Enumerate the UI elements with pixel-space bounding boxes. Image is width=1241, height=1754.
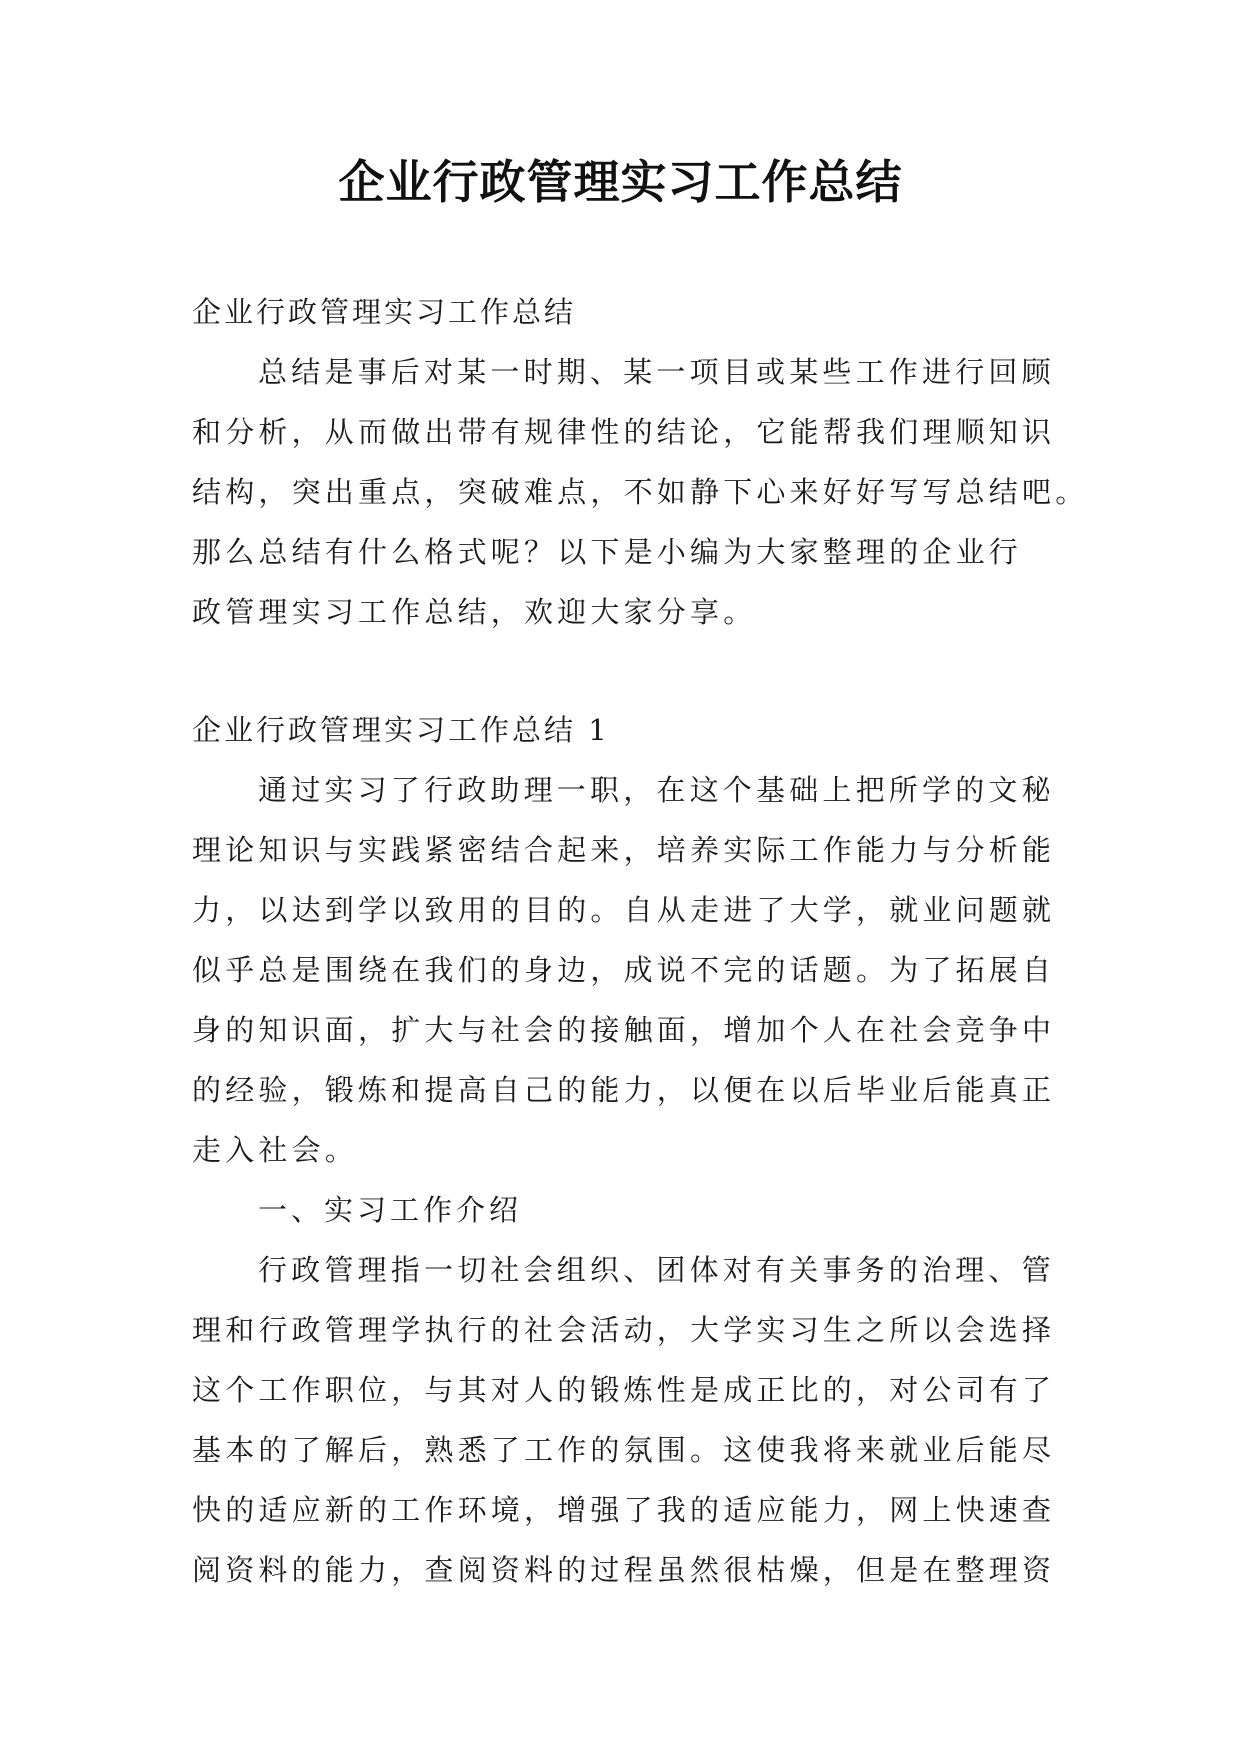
intro-line: 结构，突出重点，突破难点，不如静下心来好好写写总结吧。 [192, 475, 1089, 509]
paragraph-line: 理论知识与实践紧密结合起来，培养实际工作能力与分析能 [192, 833, 1056, 867]
paragraph-line: 阅资料的能力，查阅资料的过程虽然很枯燥，但是在整理资 [192, 1553, 1056, 1587]
section1-subheading: 一、实习工作介绍 [258, 1193, 523, 1227]
paragraph-line: 力，以达到学以致用的目的。自从走进了大学，就业问题就 [192, 893, 1056, 927]
paragraph-line: 这个工作职位，与其对人的锻炼性是成正比的，对公司有了 [192, 1373, 1056, 1407]
intro-paragraph [192, 342, 1089, 642]
paragraph-line: 理和行政管理学执行的社会活动，大学实习生之所以会选择 [192, 1313, 1056, 1347]
paragraph-line: 身的知识面，扩大与社会的接触面，增加个人在社会竞争中 [192, 1013, 1056, 1047]
intro-line: 政管理实习工作总结，欢迎大家分享。 [192, 595, 757, 629]
document-body [192, 282, 1089, 1600]
paragraph-line: 似乎总是围绕在我们的身边，成说不完的话题。为了拓展自 [192, 953, 1056, 987]
section1-heading: 企业行政管理实习工作总结 1 [192, 713, 610, 747]
intro-line: 那么总结有什么格式呢？以下是小编为大家整理的企业行 [192, 535, 1023, 569]
paragraph-line: 通过实习了行政助理一职，在这个基础上把所学的文秘 [258, 773, 1055, 807]
section1-paragraph-2 [192, 1240, 1056, 1600]
intro-heading: 企业行政管理实习工作总结 [192, 295, 577, 329]
section-spacer [192, 642, 1052, 700]
intro-line: 和分析，从而做出带有规律性的结论，它能帮我们理顺知识 [192, 415, 1056, 449]
paragraph-line: 行政管理指一切社会组织、团体对有关事务的治理、管 [258, 1253, 1055, 1287]
intro-line: 总结是事后对某一时期、某一项目或某些工作进行回顾 [258, 355, 1055, 389]
section1-paragraph-1 [192, 760, 1056, 1180]
document-title: 企业行政管理实习工作总结 [338, 155, 903, 209]
paragraph-line: 基本的了解后，熟悉了工作的氛围。这使我将来就业后能尽 [192, 1433, 1056, 1467]
paragraph-line: 快的适应新的工作环境，增强了我的适应能力，网上快速查 [192, 1493, 1056, 1527]
paragraph-line: 的经验，锻炼和提高自己的能力，以便在以后毕业后能真正 [192, 1073, 1056, 1107]
paragraph-line: 走入社会。 [192, 1133, 359, 1167]
